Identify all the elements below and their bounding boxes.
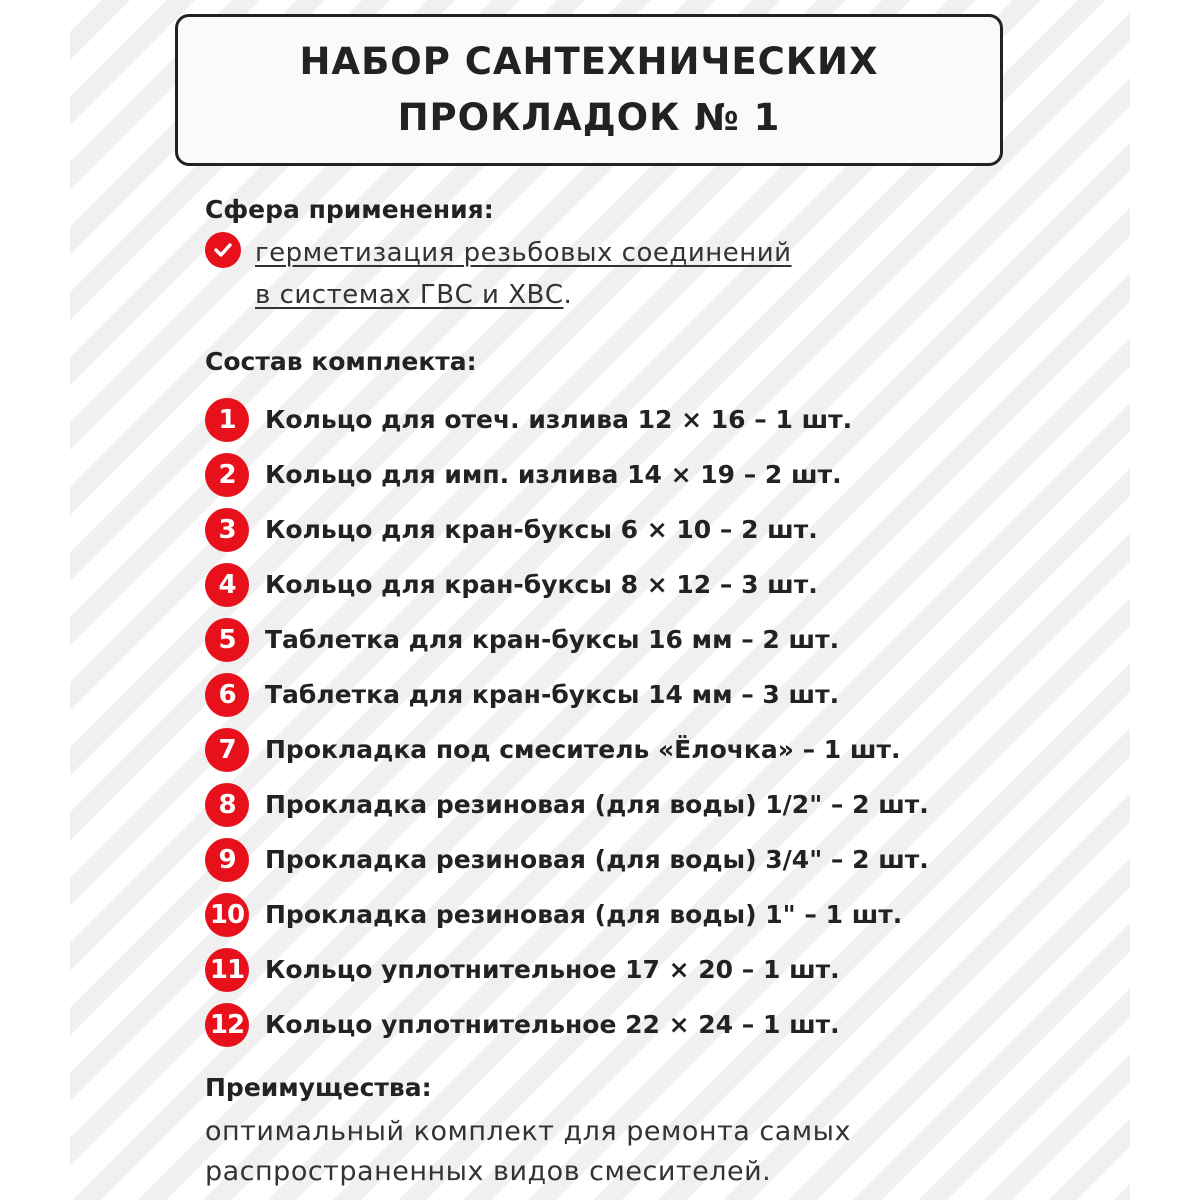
list-item <box>205 392 1085 447</box>
list-item <box>205 667 1085 722</box>
right-margin <box>1130 0 1200 1200</box>
list-item <box>205 832 1085 887</box>
number-badge: 3 <box>205 508 249 552</box>
title-line-1: НАБОР САНТЕХНИЧЕСКИХ <box>299 40 879 83</box>
scope-row <box>205 232 1085 316</box>
item-text: Кольцо для кран-буксы 6 × 10 – 2 шт. <box>265 515 818 544</box>
scope-text <box>255 232 792 316</box>
check-icon <box>205 232 241 268</box>
scope-line-2-suffix: . <box>563 280 573 310</box>
number-badge: 8 <box>205 783 249 827</box>
item-text: Кольцо уплотнительное 22 × 24 – 1 шт. <box>265 1010 840 1039</box>
list-item <box>205 502 1085 557</box>
item-text: Кольцо для имп. излива 14 × 19 – 2 шт. <box>265 460 842 489</box>
item-text: Прокладка под смеситель «Ёлочка» – 1 шт. <box>265 735 901 764</box>
number-badge: 2 <box>205 453 249 497</box>
list-item <box>205 722 1085 777</box>
title-line-2: ПРОКЛАДОК № 1 <box>397 96 781 139</box>
content <box>205 190 1085 1192</box>
list-item <box>205 942 1085 997</box>
number-badge: 5 <box>205 618 249 662</box>
item-text: Прокладка резиновая (для воды) 3/4" – 2 шт. <box>265 845 929 874</box>
title-box <box>175 14 1003 166</box>
item-text: Кольцо для кран-буксы 8 × 12 – 3 шт. <box>265 570 818 599</box>
number-badge: 7 <box>205 728 249 772</box>
item-text: Таблетка для кран-буксы 14 мм – 3 шт. <box>265 680 840 709</box>
number-badge: 1 <box>205 398 249 442</box>
scope-heading: Сфера применения: <box>205 195 494 224</box>
item-text: Прокладка резиновая (для воды) 1" – 1 шт. <box>265 900 903 929</box>
advantages-line-1: оптимальный комплект для ремонта самых <box>205 1116 851 1147</box>
list-item <box>205 612 1085 667</box>
number-badge: 6 <box>205 673 249 717</box>
list-item <box>205 447 1085 502</box>
advantages-text <box>205 1112 1085 1192</box>
number-badge: 12 <box>205 1003 249 1047</box>
item-text: Таблетка для кран-буксы 16 мм – 2 шт. <box>265 625 840 654</box>
number-badge: 11 <box>205 948 249 992</box>
advantages-heading: Преимущества: <box>205 1073 432 1102</box>
item-text: Кольцо для отеч. излива 12 × 16 – 1 шт. <box>265 405 853 434</box>
number-badge: 10 <box>205 893 249 937</box>
kit-heading: Состав комплекта: <box>205 347 477 376</box>
scope-line-2: в системах ГВС и ХВС <box>255 280 564 310</box>
list-item <box>205 997 1085 1052</box>
number-badge: 4 <box>205 563 249 607</box>
item-text: Кольцо уплотнительное 17 × 20 – 1 шт. <box>265 955 840 984</box>
kit-items-list <box>205 392 1085 1052</box>
item-text: Прокладка резиновая (для воды) 1/2" – 2 шт. <box>265 790 929 819</box>
left-margin <box>0 0 70 1200</box>
list-item <box>205 777 1085 832</box>
scope-line-1: герметизация резьбовых соединений <box>255 238 792 268</box>
advantages-line-2: распространенных видов смесителей. <box>205 1156 772 1187</box>
list-item <box>205 887 1085 942</box>
list-item <box>205 557 1085 612</box>
number-badge: 9 <box>205 838 249 882</box>
